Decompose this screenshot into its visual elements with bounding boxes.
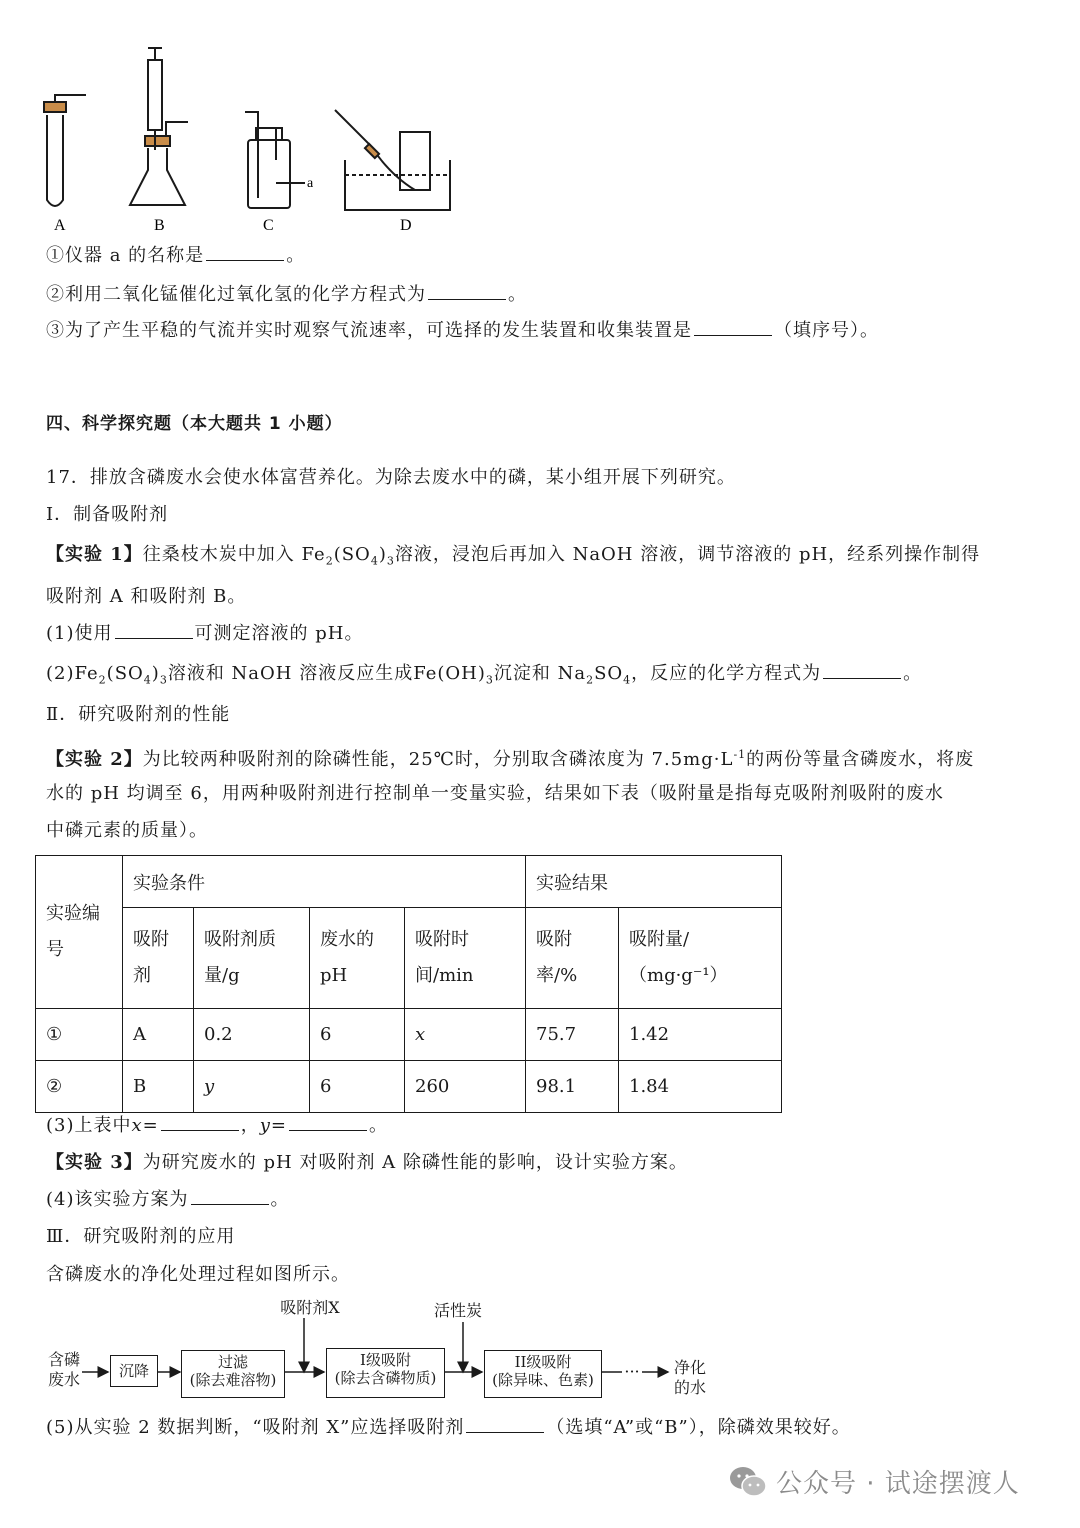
- exp1-text-2: 吸附剂 A 和吸附剂 B。: [46, 586, 247, 607]
- q16-1: ①仪器 a 的名称是 。: [46, 245, 306, 266]
- table-cell: x: [405, 1009, 526, 1061]
- exp2-text-3: 中磷元素的质量）。: [46, 820, 208, 841]
- flow-settle: 沉降: [110, 1355, 158, 1387]
- exp2-text-2: 水的 pH 均调至 6，用两种吸附剂进行控制单一变量实验，结果如下表（吸附量是指每克吸附剂吸附的废水: [46, 783, 944, 804]
- flow-input-x: 吸附剂X: [280, 1298, 340, 1317]
- part2-title: Ⅱ．研究吸附剂的性能: [46, 704, 231, 725]
- table-cell: A: [123, 1009, 194, 1061]
- col-header: 吸附时间/min: [405, 908, 526, 1009]
- q16-2: ②利用二氧化锰催化过氧化氢的化学方程式为 。: [46, 284, 527, 305]
- label-D: D: [400, 217, 412, 234]
- table-cell: B: [123, 1061, 194, 1113]
- q17-sub5: (5)从实验 2 数据判断，“吸附剂 X”应选择吸附剂 （选填“A”或“B”），除磷效果较好。: [46, 1417, 851, 1438]
- part-a-label: a: [307, 176, 314, 191]
- flow-input-carbon: 活性炭: [433, 1301, 482, 1320]
- flow-adsorb2: II级吸附 (除异味、色素): [484, 1350, 602, 1398]
- answer-blank[interactable]: [694, 319, 772, 336]
- exp2-text: 【实验 2】为比较两种吸附剂的除磷性能，25℃时，分别取含磷浓度为 $7.5mg\cdot L^{-1}$的两份等量含磷废水，将废: [46, 748, 975, 770]
- col-header: 废水的pH: [310, 908, 405, 1009]
- col-header: 吸附剂: [123, 908, 194, 1009]
- col-header: 吸附率/%: [526, 908, 619, 1009]
- q16-3: ③为了产生平稳的气流并实时观察气流速率，可选择的发生装置和收集装置是 （填序号）。: [46, 320, 879, 341]
- part3-title: Ⅲ．研究吸附剂的应用: [46, 1226, 236, 1247]
- table-cell: ①: [36, 1009, 123, 1061]
- answer-blank[interactable]: [191, 1188, 269, 1205]
- table-cell: 1.42: [619, 1009, 782, 1061]
- flow-intro: 含磷废水的净化处理过程如图所示。: [46, 1264, 350, 1285]
- flow-adsorb1: I级吸附 (除去含磷物质): [326, 1348, 445, 1398]
- flow-end: 净化 的水: [673, 1358, 706, 1397]
- q17-sub2: $(2)Fe_2(SO_4)_3$溶液和 NaOH 溶液反应生成$Fe(OH)_3$沉淀和 $Na_2SO_4$，反应的化学方程式为 。: [46, 663, 923, 687]
- wechat-icon: [728, 1465, 768, 1499]
- label-A: A: [54, 217, 66, 234]
- table-cell: ②: [36, 1061, 123, 1113]
- table-cell: 0.2: [194, 1009, 310, 1061]
- col-header: 吸附剂质量/g: [194, 908, 310, 1009]
- answer-blank[interactable]: [823, 662, 901, 679]
- watermark-text: 公众号 · 试途摆渡人: [776, 1469, 1020, 1499]
- answer-blank[interactable]: [466, 1416, 544, 1433]
- exp3-text: 【实验 3】为研究废水的 pH 对吸附剂 A 除磷性能的影响，设计实验方案。: [46, 1152, 688, 1173]
- q17-sub3: (3)上表中x= ，y= 。: [46, 1115, 389, 1136]
- header-conditions: 实验条件: [123, 856, 526, 908]
- label-C: C: [263, 217, 274, 234]
- flow-start: 含磷 废水: [47, 1350, 80, 1389]
- answer-blank[interactable]: [161, 1114, 239, 1131]
- section-title: 四、科学探究题（本大题共 1 小题）: [46, 414, 343, 434]
- col-header: 吸附量/（mg·g⁻¹）: [619, 908, 782, 1009]
- q17-sub1: (1)使用 可测定溶液的 pH。: [46, 623, 364, 644]
- table-cell: y: [194, 1061, 310, 1113]
- answer-blank[interactable]: [428, 283, 506, 300]
- results-table: [35, 855, 782, 1113]
- q17-sub4: (4)该实验方案为 。: [46, 1189, 290, 1210]
- exp1-text: 【实验 1】往桑枝木炭中加入 $Fe_2(SO_4)_3$溶液，浸泡后再加入 NaOH 溶液，调节溶液的 pH，经系列操作制得: [46, 544, 981, 568]
- table-row: [36, 1009, 782, 1061]
- watermark: [728, 1463, 1020, 1500]
- table-cell: 6: [310, 1061, 405, 1113]
- flow-dots: ···: [624, 1362, 640, 1381]
- header-exp-id: 实验编号: [36, 856, 123, 1009]
- answer-blank[interactable]: [115, 622, 193, 639]
- table-cell: 260: [405, 1061, 526, 1113]
- answer-blank[interactable]: [289, 1114, 367, 1131]
- table-row: [36, 1061, 782, 1113]
- table-cell: 75.7: [526, 1009, 619, 1061]
- label-B: B: [154, 217, 165, 234]
- header-results: 实验结果: [526, 856, 782, 908]
- answer-blank[interactable]: [206, 244, 284, 261]
- table-cell: 1.84: [619, 1061, 782, 1113]
- table-cell: 6: [310, 1009, 405, 1061]
- part1-title: Ⅰ．制备吸附剂: [46, 504, 169, 525]
- apparatus-figure: [30, 40, 500, 235]
- flow-filter: 过滤 (除去难溶物): [181, 1350, 285, 1398]
- table-cell: 98.1: [526, 1061, 619, 1113]
- q17-intro: 17．排放含磷废水会使水体富营养化。为除去废水中的磷，某小组开展下列研究。: [46, 467, 736, 488]
